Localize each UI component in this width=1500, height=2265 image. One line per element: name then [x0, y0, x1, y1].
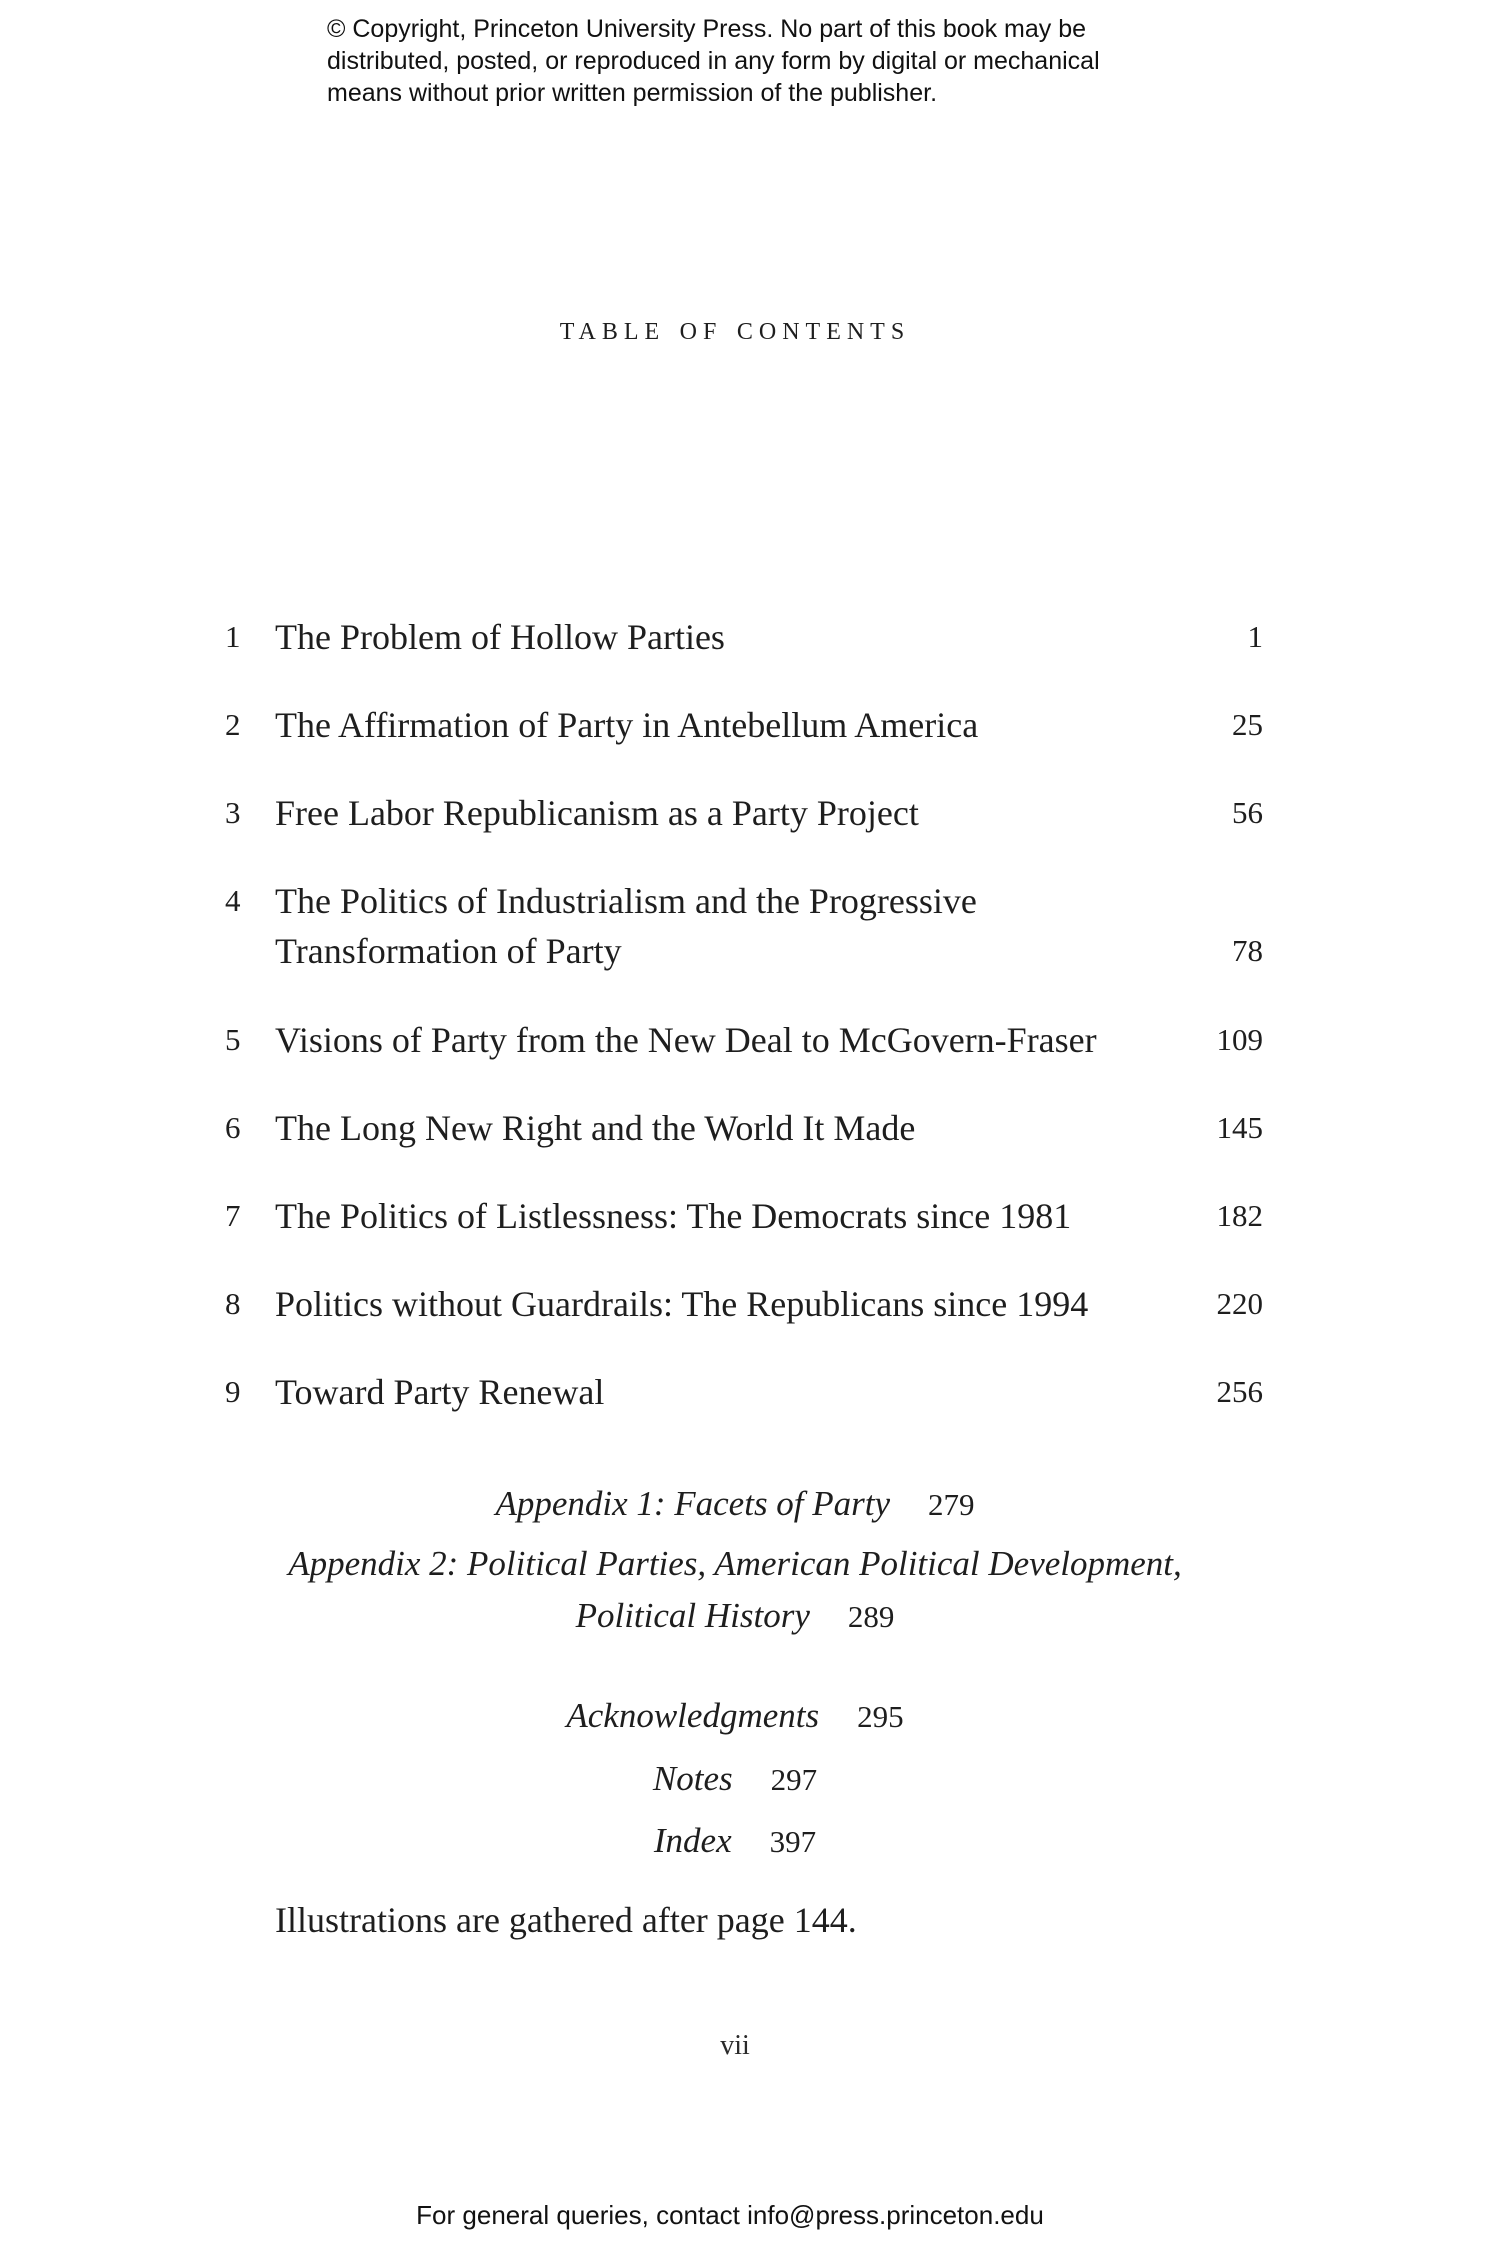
chapter-title-line: The Long New Right and the World It Made: [275, 1108, 916, 1148]
backmatter-entry: [0, 1753, 1470, 1806]
backmatter-page: 279: [928, 1487, 975, 1522]
page-number: vii: [720, 2030, 750, 2061]
chapter-title: [275, 1103, 1175, 1153]
chapter-title-line: Free Labor Republicanism as a Party Project: [275, 793, 919, 833]
chapter-title: [275, 1367, 1175, 1417]
backmatter-line: [0, 1590, 1470, 1643]
backmatter-page: 289: [847, 1599, 895, 1634]
chapter-number: 1: [225, 619, 241, 654]
copyright-line: © Copyright, Princeton University Press. No part of this book may be: [327, 15, 1087, 43]
backmatter-title: Appendix 1: Facets of Party: [495, 1484, 891, 1523]
backmatter-entry: [0, 1538, 1470, 1643]
backmatter-title: Index: [653, 1821, 732, 1860]
backmatter-line: [0, 1690, 1470, 1743]
backmatter-entry: [0, 1690, 1470, 1743]
chapter-number: 3: [225, 795, 241, 830]
chapter-number: 9: [225, 1374, 241, 1409]
backmatter-page: 297: [770, 1762, 818, 1797]
backmatter-line: [0, 1753, 1470, 1806]
footer-contact: For general queries, contact info@press.princeton.edu: [416, 2200, 1044, 2230]
backmatter-entry: [0, 1815, 1470, 1868]
chapter-title-line: Transformation of Party: [275, 931, 622, 971]
chapter-title: [275, 1015, 1175, 1065]
chapter-number: 4: [225, 883, 241, 918]
chapter-number: 5: [225, 1022, 241, 1057]
backmatter-title: Political History: [575, 1596, 810, 1635]
chapter-title-line: Toward Party Renewal: [275, 1372, 605, 1412]
illustrations-note: Illustrations are gathered after page 144.: [275, 1900, 857, 1940]
backmatter-line: [0, 1478, 1470, 1531]
chapter-title: [275, 1279, 1175, 1329]
chapter-title-line: The Affirmation of Party in Antebellum America: [275, 705, 979, 745]
backmatter-page: 295: [857, 1699, 904, 1734]
chapter-page: 1: [1247, 619, 1263, 654]
backmatter-line: [0, 1538, 1470, 1590]
chapter-number: 6: [225, 1110, 241, 1145]
backmatter-title: Notes: [652, 1759, 733, 1798]
chapter-title: [275, 1191, 1175, 1241]
chapter-title: [275, 876, 1175, 976]
backmatter-entry: [0, 1478, 1470, 1531]
chapter-page: 56: [1232, 795, 1263, 830]
chapter-page: 220: [1216, 1286, 1263, 1321]
copyright-line: means without prior written permission of the publisher.: [327, 79, 938, 107]
chapter-title-line: Visions of Party from the New Deal to McGovern-Fraser: [275, 1020, 1097, 1060]
copyright-line: distributed, posted, or reproduced in any form by digital or mechanical: [327, 47, 1100, 75]
chapter-page: 145: [1216, 1110, 1263, 1145]
chapter-page: 256: [1216, 1374, 1263, 1409]
backmatter-page: 397: [769, 1824, 817, 1859]
page-title: table of contents: [559, 310, 911, 347]
backmatter-title: Acknowledgments: [566, 1696, 820, 1735]
chapter-title-line: The Politics of Industrialism and the Progressive: [275, 881, 977, 921]
copyright-notice: [327, 13, 1227, 109]
chapter-title: [275, 788, 1175, 838]
chapter-page: 182: [1216, 1198, 1263, 1233]
backmatter-line: [0, 1815, 1470, 1868]
chapter-number: 7: [225, 1198, 241, 1233]
chapter-number: 8: [225, 1286, 241, 1321]
chapter-number: 2: [225, 707, 241, 742]
chapter-page: 78: [1232, 933, 1263, 968]
chapter-title-line: Politics without Guardrails: The Republicans since 1994: [275, 1284, 1089, 1324]
chapter-title: [275, 700, 1175, 750]
chapter-title-line: The Problem of Hollow Parties: [275, 617, 725, 657]
chapter-page: 25: [1232, 707, 1263, 742]
backmatter-title: Appendix 2: Political Parties, American Political Development,: [288, 1544, 1182, 1583]
chapter-page: 109: [1216, 1022, 1263, 1057]
chapter-title-line: The Politics of Listlessness: The Democrats since 1981: [275, 1196, 1072, 1236]
chapter-title: [275, 612, 1175, 662]
